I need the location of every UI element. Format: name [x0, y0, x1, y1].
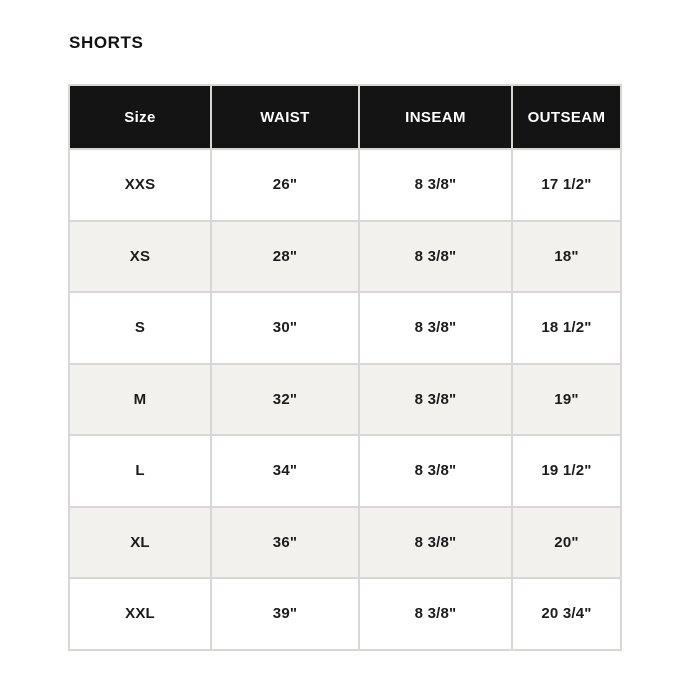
cell-waist: 28": [211, 221, 359, 293]
cell-waist: 26": [211, 149, 359, 221]
cell-inseam: 8 3/8": [359, 578, 512, 650]
table-row-xxl: [69, 578, 621, 650]
cell-size: M: [69, 364, 211, 436]
cell-outseam: 20": [512, 507, 621, 579]
cell-size: L: [69, 435, 211, 507]
cell-waist: 34": [211, 435, 359, 507]
cell-inseam: 8 3/8": [359, 149, 512, 221]
cell-size: XXS: [69, 149, 211, 221]
table-row-s: [69, 292, 621, 364]
table-row-xl: [69, 507, 621, 579]
page-title: SHORTS: [69, 33, 144, 52]
cell-size: XL: [69, 507, 211, 579]
cell-inseam: 8 3/8": [359, 221, 512, 293]
column-header-inseam: INSEAM: [359, 85, 512, 149]
table-row-xs: [69, 221, 621, 293]
table-row-xxs: [69, 149, 621, 221]
cell-outseam: 20 3/4": [512, 578, 621, 650]
column-header-waist: WAIST: [211, 85, 359, 149]
table-row-l: [69, 435, 621, 507]
cell-inseam: 8 3/8": [359, 364, 512, 436]
size-chart-table: [68, 84, 622, 651]
cell-size: XXL: [69, 578, 211, 650]
cell-waist: 36": [211, 507, 359, 579]
cell-size: XS: [69, 221, 211, 293]
cell-size: S: [69, 292, 211, 364]
size-chart-page: [0, 34, 691, 691]
cell-outseam: 17 1/2": [512, 149, 621, 221]
cell-waist: 39": [211, 578, 359, 650]
cell-outseam: 18 1/2": [512, 292, 621, 364]
cell-inseam: 8 3/8": [359, 435, 512, 507]
table-row-m: [69, 364, 621, 436]
column-header-size: Size: [69, 85, 211, 149]
cell-outseam: 18": [512, 221, 621, 293]
header-row: [69, 85, 621, 149]
cell-waist: 32": [211, 364, 359, 436]
cell-inseam: 8 3/8": [359, 292, 512, 364]
cell-waist: 30": [211, 292, 359, 364]
cell-inseam: 8 3/8": [359, 507, 512, 579]
cell-outseam: 19 1/2": [512, 435, 621, 507]
column-header-outseam: OUTSEAM: [512, 85, 621, 149]
cell-outseam: 19": [512, 364, 621, 436]
